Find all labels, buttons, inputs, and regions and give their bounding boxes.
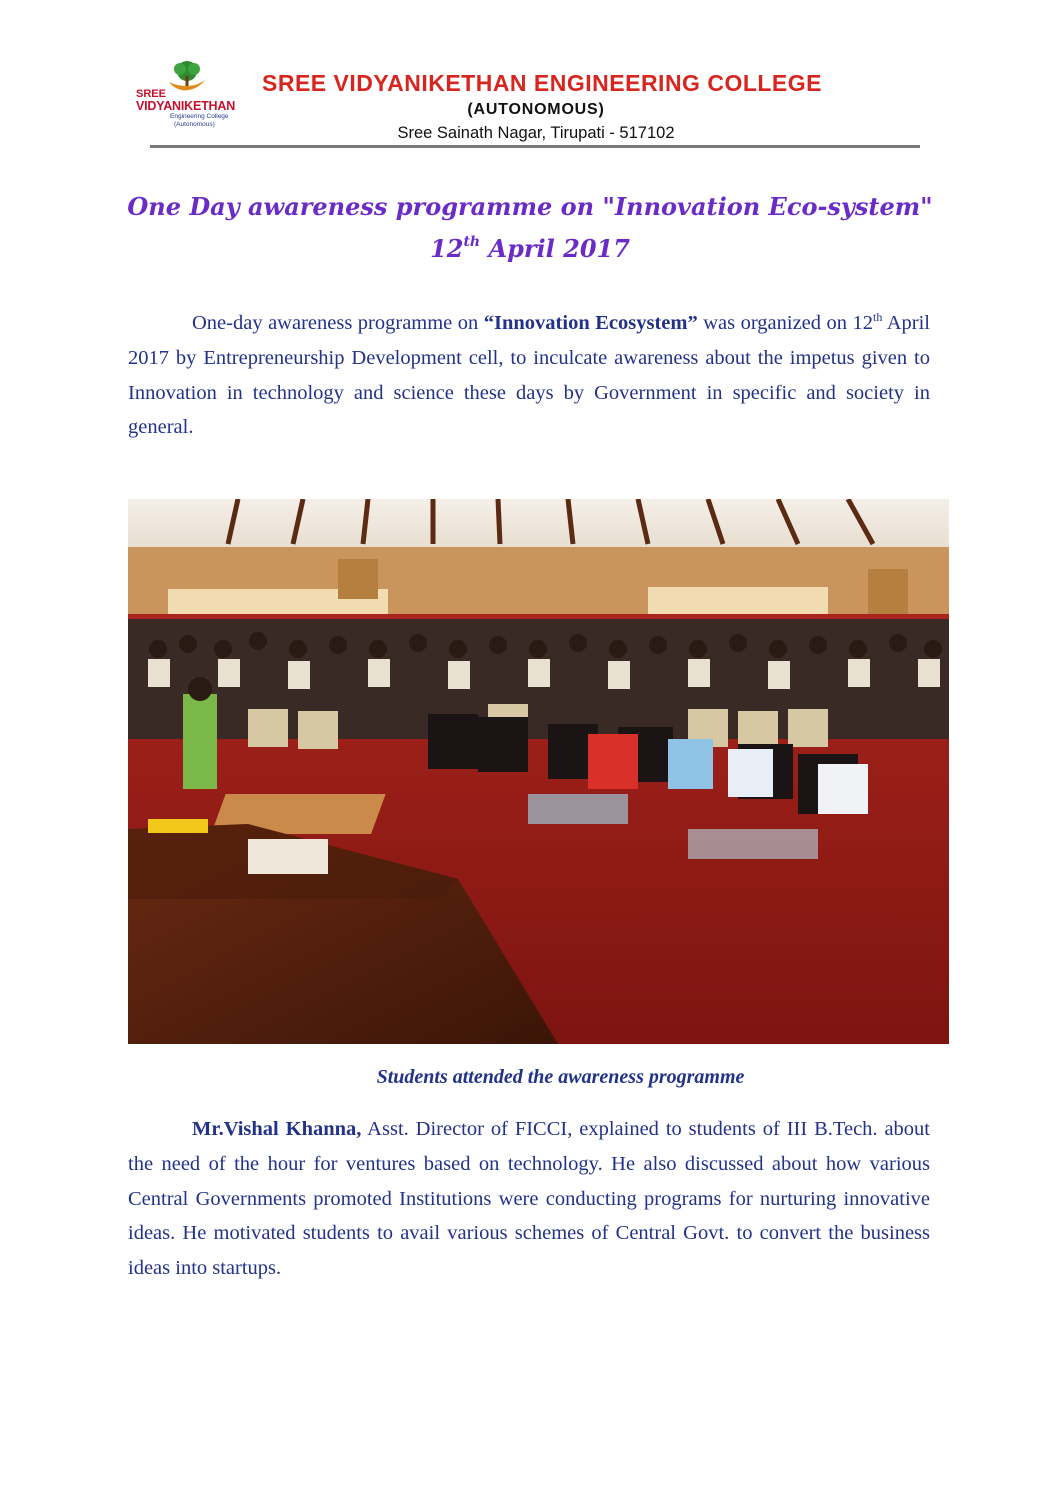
speaker-paragraph <box>128 1112 930 1286</box>
autonomous-label: (AUTONOMOUS) <box>467 101 605 118</box>
logo-text-sree: SREE <box>136 88 166 100</box>
page-title <box>60 186 1000 270</box>
photo-caption: Students attended the awareness programme <box>376 1066 745 1088</box>
logo-text-autonomous: (Autonomous) <box>174 121 215 128</box>
tree-hand-icon <box>167 60 207 94</box>
letterhead <box>0 0 1059 160</box>
header-divider <box>150 145 920 148</box>
college-name: SREE VIDYANIKETHAN ENGINEERING COLLEGE <box>262 70 823 96</box>
college-address: Sree Sainath Nagar, Tirupati - 517102 <box>397 124 675 142</box>
title-date-day: 12 <box>430 234 464 263</box>
logo-text-vidyanikethan: VIDYANIKETHAN <box>136 99 236 113</box>
auditorium-photo <box>128 499 949 1044</box>
speaker-name: Mr.Vishal Khanna, <box>192 1118 362 1140</box>
logo-text-engineering-college: Engineering College <box>170 113 229 120</box>
intro-middle: was organized on 12 <box>697 312 874 334</box>
photo-illustration <box>128 499 949 1044</box>
date-suffix: th <box>873 310 883 325</box>
title-date-rest: April 2017 <box>480 234 630 263</box>
programme-name: “Innovation Ecosystem” <box>483 312 698 334</box>
title-date <box>60 228 1000 270</box>
intro-paragraph <box>128 306 930 445</box>
title-date-suffix: th <box>463 234 481 250</box>
intro-text: One-day awareness programme on <box>192 312 484 334</box>
title-line: One Day awareness programme on "Innovation Eco-system" <box>127 192 933 221</box>
intro-rest: April 2017 by Entrepreneurship Development cell, to inculcate awareness about the impetus given to Innovation in technology and science these days by Government in specific and society in general. <box>128 312 930 439</box>
speaker-text: Asst. Director of FICCI, explained to students of III B.Tech. about the need of the hour for ventures based on technology. He also discussed about how various Central Governments promoted Institutions were conducting programs for nurturing innovative ideas. He motivated students to avail various schemes of Central Govt. to convert the business ideas into startups. <box>128 1118 930 1280</box>
college-logo <box>132 60 244 132</box>
